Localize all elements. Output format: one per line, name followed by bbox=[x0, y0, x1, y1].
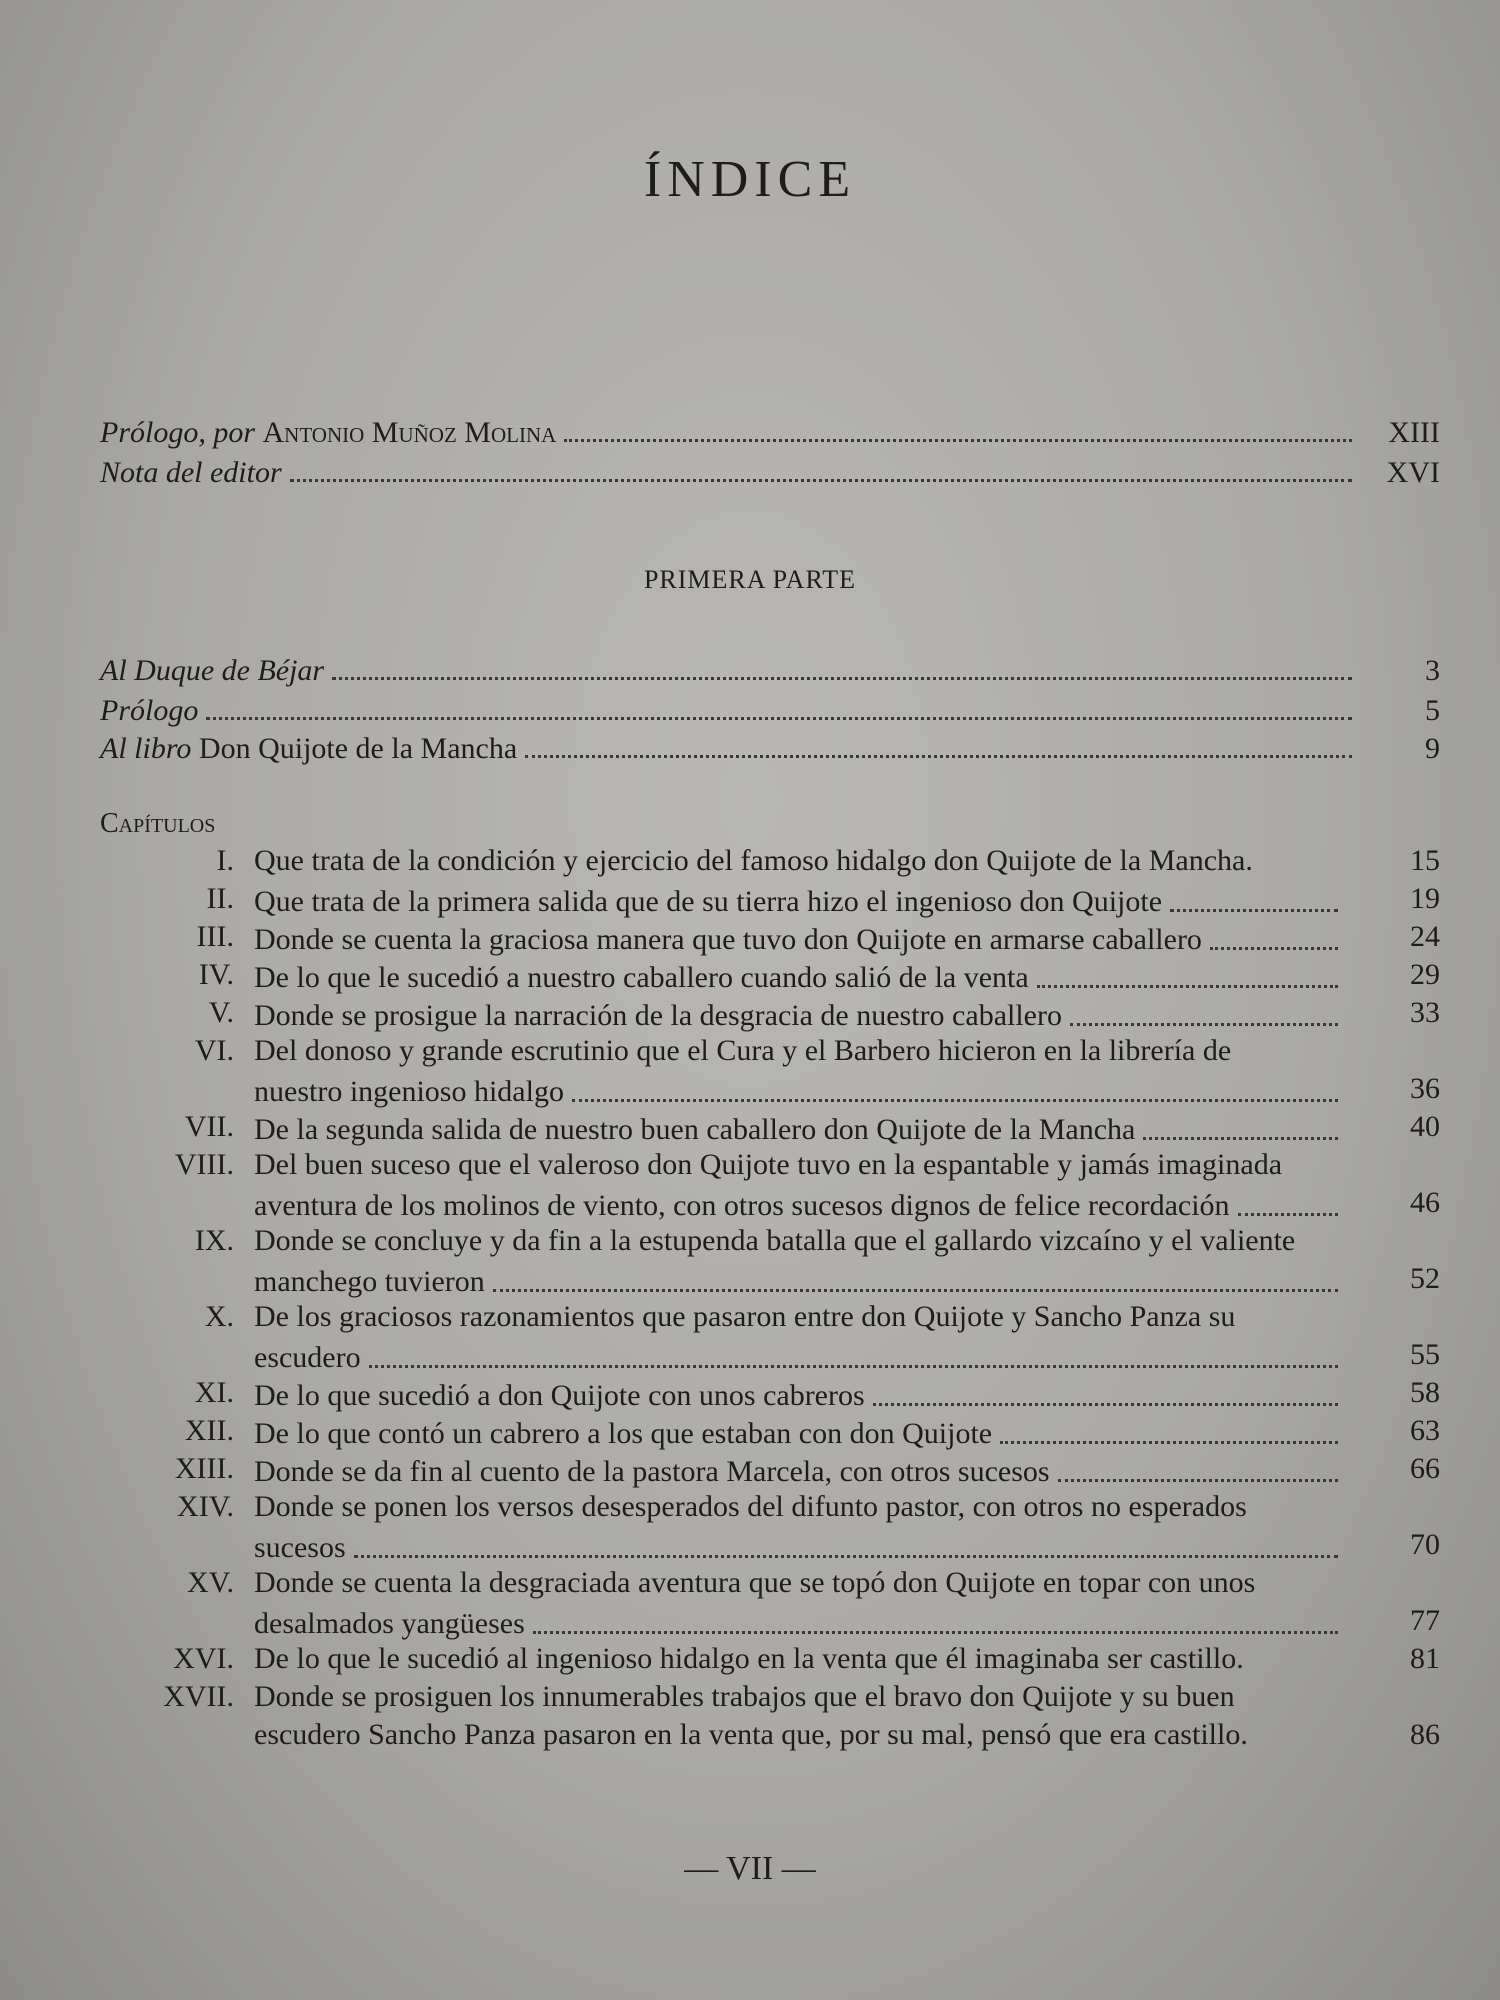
toc-page-number: 3 bbox=[1425, 654, 1440, 687]
chapter-title-line bbox=[254, 1602, 1346, 1643]
chapter-title-text: Que trata de la primera salida que de su tierra hizo el ingenioso don Quijote bbox=[254, 885, 1163, 918]
chapter-number: XIV. bbox=[177, 1490, 234, 1523]
chapter-number: IV. bbox=[198, 958, 234, 991]
chapter-number: XV. bbox=[187, 1566, 234, 1599]
chapter-title-text: manchego tuvieron bbox=[254, 1265, 485, 1298]
chapter-number: V. bbox=[208, 996, 234, 1029]
chapter-title-text: De lo que contó un cabrero a los que estaban con don Quijote bbox=[254, 1417, 993, 1450]
chapter-title bbox=[254, 1564, 1346, 1643]
chapter-title bbox=[254, 1108, 1346, 1149]
dot-leader bbox=[354, 1517, 1338, 1558]
chapter-number: VII. bbox=[184, 1110, 234, 1143]
dot-leader bbox=[1170, 871, 1338, 912]
chapter-title-line bbox=[254, 1678, 1346, 1716]
chapter-page-number: 24 bbox=[1410, 920, 1440, 953]
chapter-number: IX. bbox=[194, 1224, 234, 1257]
chapter-page-number: 55 bbox=[1410, 1338, 1440, 1371]
chapter-title-text: nuestro ingenioso hidalgo bbox=[254, 1075, 564, 1108]
dot-leader bbox=[1000, 1403, 1338, 1444]
chapter-title-line bbox=[254, 1526, 1346, 1567]
chapter-title-text: Donde se da fin al cuento de la pastora Marcela, con otros sucesos bbox=[254, 1455, 1050, 1488]
chapter-page-number: 33 bbox=[1410, 996, 1440, 1029]
chapter-title-text: Donde se prosiguen los innumerables trabajos que el bravo don Quijote y su buen bbox=[254, 1680, 1235, 1713]
chapter-title bbox=[254, 1640, 1346, 1678]
chapter-title-text: De los graciosos razonamientos que pasaron entre don Quijote y Sancho Panza su bbox=[254, 1300, 1236, 1333]
chapter-title-line bbox=[254, 1108, 1346, 1149]
chapter-number: III. bbox=[196, 920, 234, 953]
chapter-title-line bbox=[254, 1146, 1346, 1184]
chapter-page-number: 63 bbox=[1410, 1414, 1440, 1447]
toc-page-number: XIII bbox=[1388, 416, 1440, 449]
chapter-page-number: 77 bbox=[1410, 1604, 1440, 1637]
chapter-title-text: De lo que sucedió a don Quijote con unos cabreros bbox=[254, 1379, 865, 1412]
dot-leader bbox=[564, 403, 1352, 442]
chapter-title-line bbox=[254, 1640, 1346, 1678]
chapter-title-line bbox=[254, 1260, 1346, 1301]
chapter-number: XII. bbox=[184, 1414, 234, 1447]
toc-label-italic: Al libro bbox=[100, 732, 192, 765]
chapter-number: XVII. bbox=[163, 1680, 234, 1713]
chapter-title-text: Que trata de la condición y ejercicio del famoso hidalgo don Quijote de la Mancha. bbox=[254, 844, 1253, 877]
chapter-title bbox=[254, 1488, 1346, 1567]
dot-leader bbox=[206, 681, 1352, 720]
chapter-title-text: Donde se cuenta la desgraciada aventura que se topó don Quijote en topar con unos bbox=[254, 1566, 1256, 1599]
toc-entry-label: Al Duque de Béjar bbox=[100, 654, 325, 687]
chapter-page-number: 15 bbox=[1410, 844, 1440, 877]
chapter-title-text: desalmados yangüeses bbox=[254, 1607, 525, 1640]
chapter-title-text: Donde se prosigue la narración de la desgracia de nuestro caballero bbox=[254, 999, 1062, 1032]
toc-label-author: Antonio Muñoz Molina bbox=[262, 416, 557, 449]
chapter-title-text: escudero Sancho Panza pasaron en la venta que, por su mal, pensó que era castillo. bbox=[254, 1718, 1248, 1751]
dot-leader bbox=[369, 1327, 1338, 1368]
toc-entry-label: Nota del editor bbox=[100, 456, 282, 489]
chapter-number: X. bbox=[204, 1300, 234, 1333]
toc-page-number: 9 bbox=[1425, 732, 1440, 765]
dot-leader bbox=[332, 641, 1352, 680]
dot-leader bbox=[1210, 909, 1338, 950]
chapter-title bbox=[254, 1450, 1346, 1491]
chapter-title-text: Del donoso y grande escrutinio que el Cura y el Barbero hicieron en la librería de bbox=[254, 1034, 1232, 1067]
dot-leader bbox=[873, 1365, 1338, 1406]
chapter-title-line bbox=[254, 880, 1346, 921]
dot-leader bbox=[493, 1251, 1338, 1292]
chapter-page-number: 86 bbox=[1410, 1718, 1440, 1751]
chapter-page-number: 19 bbox=[1410, 882, 1440, 915]
toc-entry-al-libro bbox=[100, 728, 1440, 767]
chapter-title bbox=[254, 1222, 1346, 1301]
chapter-number: I. bbox=[216, 844, 234, 877]
chapter-page-number: 40 bbox=[1410, 1110, 1440, 1143]
chapter-title-text: Donde se cuenta la graciosa manera que tuvo don Quijote en armarse caballero bbox=[254, 923, 1202, 956]
chapter-title bbox=[254, 1678, 1346, 1754]
dot-leader bbox=[1037, 947, 1338, 988]
dot-leader bbox=[290, 443, 1352, 482]
chapter-title-text: De lo que le sucedió a nuestro caballero cuando salió de la venta bbox=[254, 961, 1029, 994]
chapter-number: VI. bbox=[194, 1034, 234, 1067]
dot-leader bbox=[1070, 985, 1338, 1026]
chapter-title-line bbox=[254, 1450, 1346, 1491]
chapter-title-text: escudero bbox=[254, 1341, 361, 1374]
page-folio: — VII — bbox=[684, 1850, 816, 1887]
chapter-title-text: De la segunda salida de nuestro buen caballero don Quijote de la Mancha bbox=[254, 1113, 1136, 1146]
chapter-title-text: Donde se concluye y da fin a la estupenda batalla que el gallardo vizcaíno y el valiente bbox=[254, 1224, 1296, 1257]
chapter-title bbox=[254, 994, 1346, 1035]
chapter-title-line bbox=[254, 994, 1346, 1035]
chapter-page-number: 70 bbox=[1410, 1528, 1440, 1561]
chapter-title-text: Donde se ponen los versos desesperados del difunto pastor, con otros no esperados bbox=[254, 1490, 1247, 1523]
toc-entry-label bbox=[100, 731, 517, 767]
chapter-page-number: 46 bbox=[1410, 1186, 1440, 1219]
chapter-title-text: aventura de los molinos de viento, con otros sucesos dignos de felice recordación bbox=[254, 1189, 1230, 1222]
chapter-page-number: 66 bbox=[1410, 1452, 1440, 1485]
toc-page-number: 5 bbox=[1425, 694, 1440, 727]
chapter-number: VIII. bbox=[174, 1148, 234, 1181]
toc-label-roman: Don Quijote de la Mancha bbox=[191, 732, 518, 765]
chapter-number: XIII. bbox=[174, 1452, 234, 1485]
chapter-title-text: De lo que le sucedió al ingenioso hidalgo en la venta que él imaginaba ser castillo. bbox=[254, 1642, 1244, 1675]
page-title: ÍNDICE bbox=[643, 151, 857, 208]
chapter-page-number: 29 bbox=[1410, 958, 1440, 991]
part-heading: PRIMERA PARTE bbox=[643, 565, 857, 594]
chapter-page-number: 58 bbox=[1410, 1376, 1440, 1409]
chapter-number: XI. bbox=[194, 1376, 234, 1409]
dot-leader bbox=[572, 1061, 1338, 1102]
chapter-page-number: 36 bbox=[1410, 1072, 1440, 1105]
chapter-title-text: sucesos bbox=[254, 1531, 346, 1564]
dot-leader bbox=[1143, 1099, 1338, 1140]
chapter-page-number: 52 bbox=[1410, 1262, 1440, 1295]
dot-leader bbox=[525, 719, 1352, 758]
chapters-heading: Capítulos bbox=[100, 808, 216, 839]
dot-leader bbox=[1238, 1175, 1338, 1216]
dot-leader bbox=[1058, 1441, 1338, 1482]
dot-leader bbox=[533, 1593, 1338, 1634]
toc-entry-label: Prólogo bbox=[100, 694, 199, 727]
chapter-title-line bbox=[254, 1716, 1346, 1754]
chapter-title-text: Del buen suceso que el valeroso don Quijote tuvo en la espantable y jamás imaginada bbox=[254, 1148, 1283, 1181]
toc-entry-nota-editor bbox=[100, 452, 1440, 491]
toc-label-italic: Prólogo, por bbox=[100, 416, 263, 449]
chapter-title bbox=[254, 1146, 1346, 1225]
toc-page-number: XVI bbox=[1386, 456, 1440, 489]
chapter-title-line bbox=[254, 1184, 1346, 1225]
chapter-page-number: 81 bbox=[1410, 1642, 1440, 1675]
chapter-number: XVI. bbox=[173, 1642, 234, 1675]
chapter-number: II. bbox=[206, 882, 234, 915]
chapter-title bbox=[254, 880, 1346, 921]
